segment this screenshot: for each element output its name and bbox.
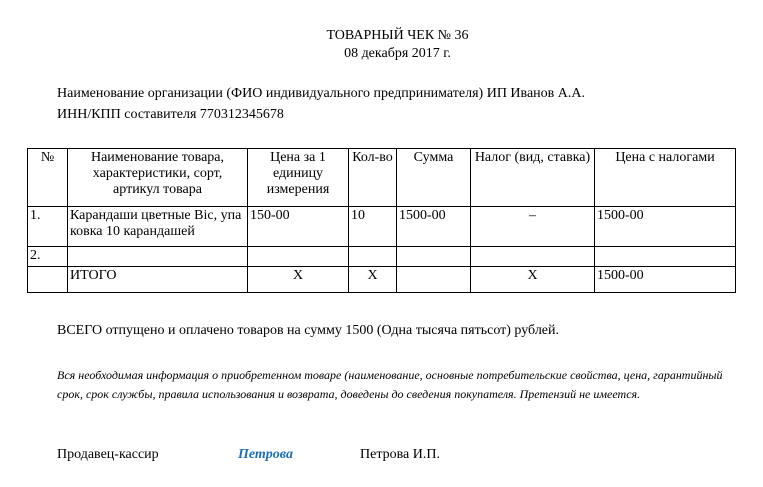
row-qty xyxy=(349,247,397,267)
row-total: 1500-00 xyxy=(595,207,736,247)
table-row xyxy=(28,247,736,267)
row-price xyxy=(248,247,349,267)
table-header-row xyxy=(28,149,736,207)
receipt-date: 08 декабря 2017 г. xyxy=(344,46,451,61)
seller-name: Петрова И.П. xyxy=(360,447,440,462)
row-price: 150-00 xyxy=(248,207,349,247)
total-qty: X xyxy=(349,267,397,293)
receipt-title: ТОВАРНЫЙ ЧЕК № 36 xyxy=(326,28,469,43)
row-num: 2. xyxy=(28,247,68,267)
header-name: Наименование товара, характеристики, сорт, артикул товара xyxy=(68,149,248,207)
inn-kpp: ИНН/КПП составителя 770312345678 xyxy=(57,107,284,122)
header-tax: Налог (вид, ставка) xyxy=(471,149,595,207)
total-price: X xyxy=(248,267,349,293)
receipt-table xyxy=(27,148,736,293)
header-qty: Кол-во xyxy=(349,149,397,207)
total-summary: ВСЕГО отпущено и оплачено товаров на сумму 1500 (Одна тысяча пятьсот) рублей. xyxy=(57,323,560,338)
row-tax xyxy=(471,247,595,267)
row-qty: 10 xyxy=(349,207,397,247)
total-label: ИТОГО xyxy=(68,267,248,293)
table-row xyxy=(28,207,736,247)
table-total-row xyxy=(28,267,736,293)
total-amount: 1500-00 xyxy=(595,267,736,293)
header-unit-price: Цена за 1 единицу измерения xyxy=(248,149,349,207)
row-tax: – xyxy=(471,207,595,247)
total-tax: X xyxy=(471,267,595,293)
organization-name: Наименование организации (ФИО индивидуального предпринимателя) ИП Иванов А.А. xyxy=(57,86,586,101)
row-total xyxy=(595,247,736,267)
row-num: 1. xyxy=(28,207,68,247)
disclaimer-note: Вся необходимая информация о приобретенном товаре (наименование, основные потребительские свойства, цена, гарантийный срок, срок службы, правила использования и возврата, доведены до сведения покупателя. Претензий не имеется. xyxy=(57,368,723,401)
seller-label: Продавец-кассир xyxy=(57,447,159,462)
row-sum: 1500-00 xyxy=(397,207,471,247)
total-num xyxy=(28,267,68,293)
header-num: № xyxy=(28,149,68,207)
row-name: Карандаши цветные Bic, упаковка 10 карандашей xyxy=(68,207,248,247)
row-name xyxy=(68,247,248,267)
total-sum xyxy=(397,267,471,293)
header-total: Цена с налогами xyxy=(595,149,736,207)
header-sum: Сумма xyxy=(397,149,471,207)
handwritten-signature: Петрова xyxy=(238,447,293,462)
row-sum xyxy=(397,247,471,267)
